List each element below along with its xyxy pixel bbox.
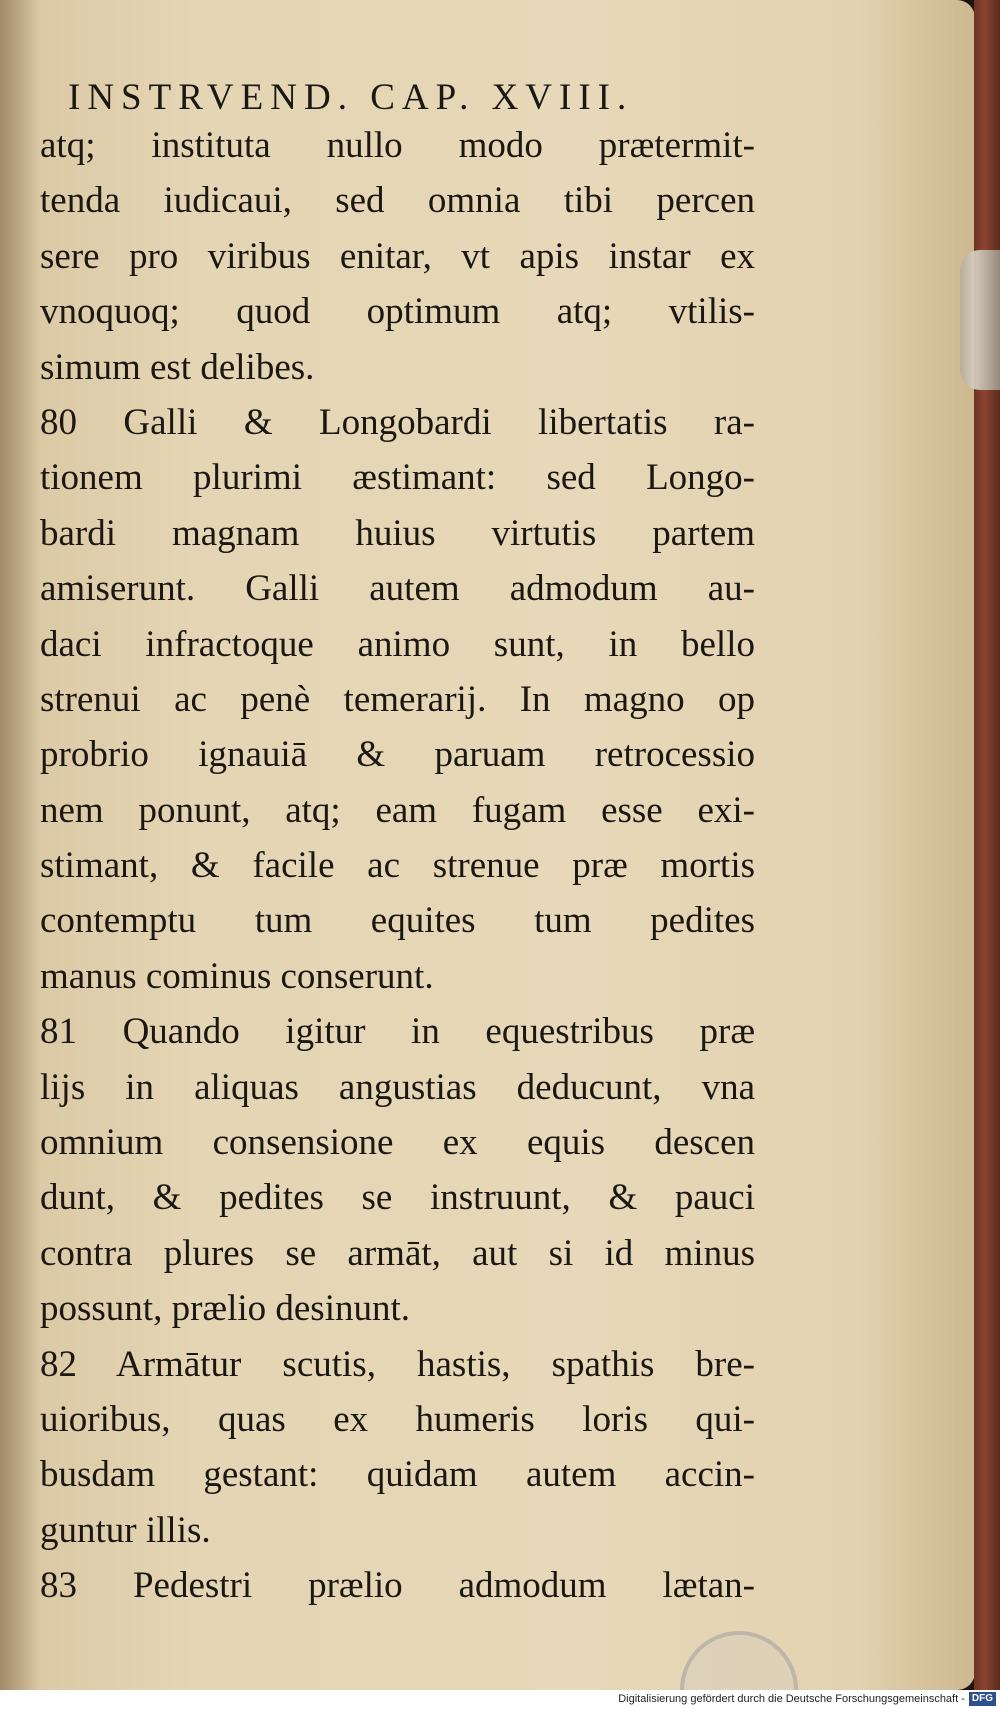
text-line: 83 Pedestri prælio admodum lætan- [40, 1565, 755, 1607]
text-line: daci infractoque animo sunt, in bello [40, 623, 755, 665]
text-line: 80 Galli & Longobardi libertatis ra- [40, 401, 755, 443]
body-text [40, 118, 755, 1614]
text-line: possunt, prælio desinunt. [40, 1288, 411, 1330]
text-line: atq; instituta nullo modo prætermit- [40, 125, 755, 166]
text-line: 82 Armātur scutis, hastis, spathis bre- [40, 1343, 755, 1385]
text-line: dunt, & pedites se instruunt, & pauci [40, 1177, 755, 1219]
gutter-shadow [0, 0, 40, 1690]
text-line: tionem plurimi æstimant: sed Longo- [40, 457, 755, 499]
text-line: amiserunt. Galli autem admodum au- [40, 568, 755, 610]
text-line: contemptu tum equites tum pedites [40, 900, 755, 942]
text-line: uioribus, quas ex humeris loris qui- [40, 1398, 755, 1440]
running-header: INSTRVEND. CAP. XVIII. [68, 77, 634, 118]
text-line: omnium consensione ex equis descen [40, 1122, 755, 1164]
text-line: tenda iudicaui, sed omnia tibi percen [40, 180, 755, 222]
text-line: stimant, & facile ac strenue præ mortis [40, 845, 755, 887]
text-line: busdam gestant: quidam autem accin- [40, 1454, 755, 1496]
text-line: nem ponunt, atq; eam fugam esse exi- [40, 789, 755, 831]
text-line: strenui ac penè temerarij. In magno op [40, 678, 755, 720]
page-clip-bottom [680, 1631, 798, 1690]
text-line: bardi magnam huius virtutis partem [40, 512, 755, 554]
text-line: vnoquoq; quod optimum atq; vtilis- [40, 291, 755, 333]
digitization-footer [0, 1690, 1000, 1709]
text-line: contra plures se armāt, aut si id minus [40, 1232, 755, 1274]
text-line: probrio ignauiā & paruam retrocessio [40, 734, 755, 776]
text-line: lijs in aliquas angustias deducunt, vna [40, 1066, 755, 1108]
text-line: sere pro viribus enitar, vt apis instar ex [40, 235, 755, 277]
text-line: simum est delibes. [40, 346, 315, 388]
dfg-logo: DFG [969, 1692, 996, 1706]
footer-text: Digitalisierung gefördert durch die Deutsche Forschungsgemeinschaft - [618, 1693, 965, 1705]
text-line: 81 Quando igitur in equestribus præ [40, 1011, 755, 1053]
text-line: manus cominus conserunt. [40, 955, 434, 997]
page-clip-right [960, 250, 1000, 390]
text-line: guntur illis. [40, 1509, 211, 1551]
